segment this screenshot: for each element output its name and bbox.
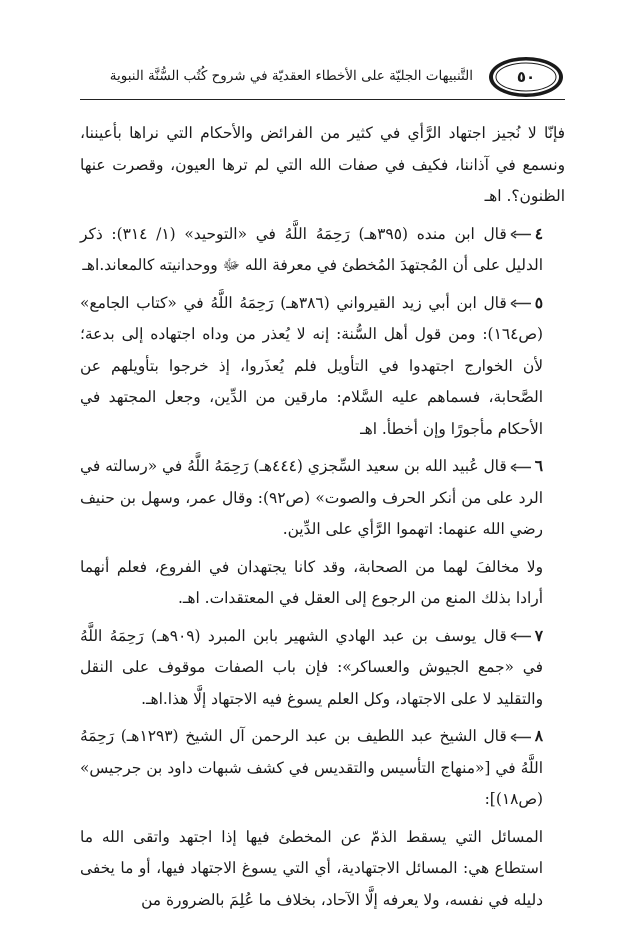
numbered-paragraph: ٦قال عُبيد الله بن سعيد السِّجزي (٤٤٤هـ) رَحِمَهُ اللَّهُ في «رسالته في الرد على من أنكر الحرف والصوت» (ص٩٢): وقال عمر، وسهل بن حنيف رضي الله عنهما: اتهموا الرَّأي على الدِّين. [80, 457, 543, 538]
paragraph: المسائل التي يسقط الذمّ عن المخطئ فيها إذا اجتهد واتقى الله ما استطاع هي: المسائل الاجتهادية، أي التي يسوغ الاجتهاد فيها، أو ما يخفى دليله في نفسه، ولا يعرفه إلَّا الآحاد، بخلاف ما عُلِمَ بالضرورة من [80, 827, 543, 909]
item-number: ٦ [534, 457, 543, 475]
arrow-ornament-icon [510, 463, 532, 472]
numbered-paragraph: ٤قال ابن منده (٣٩٥هـ) رَحِمَهُ اللَّهُ في «التوحيد» (١/ ٣١٤): ذكر الدليل على أن المُجتهدَ المُخطئ في معرفة الله ﷻ ووحدانيته كالمعاند.اهـ [80, 224, 543, 274]
numbered-paragraph: ٨قال الشيخ عبد اللطيف بن عبد الرحمن آل الشيخ (١٢٩٣هـ) رَحِمَهُ اللَّهُ في [«منهاج التأسيس والتقديس في كشف شبهات داود بن جرجيس» (ص١٨)]: [80, 727, 543, 808]
main-text [80, 118, 565, 916]
header-rule [80, 99, 565, 100]
running-title: التَّنبيهات الجليّة على الأخطاء العقديّة في شروح كُتُب السُّنَّة النبوية [109, 68, 473, 84]
arrow-ornament-icon [510, 733, 532, 742]
page-header [80, 55, 565, 103]
item-number: ٨ [534, 727, 543, 745]
item-number: ٤ [534, 224, 543, 243]
page-number: ٥٠ [516, 68, 536, 86]
item-number: ٧ [534, 626, 543, 645]
arrow-ornament-icon [510, 230, 532, 239]
page-number-badge [487, 55, 565, 99]
arrow-ornament-icon [510, 299, 532, 308]
arrow-ornament-icon [510, 632, 532, 641]
paragraph: ولا مخالفَ لهما من الصحابة، وقد كانا يجتهدان في الفروع، فعلم أنهما أرادا بذلك المنع من الرجوع إلى العقل في المعتقدات. اهـ. [80, 557, 543, 607]
item-number: ٥ [534, 293, 543, 312]
numbered-paragraph: ٧قال يوسف بن عبد الهادي الشهير بابن المبرد (٩٠٩هـ) رَحِمَهُ اللَّهُ في «جمع الجيوش والعساكر»: فإن باب الصفات موقوف على النقل والتقليد لا على الاجتهاد، وكل العلم يسوغ فيه الاجتهاد إلَّا هذا.اهـ. [80, 626, 543, 708]
paragraph: فإنّا لا نُجيز اجتهاد الرَّأي في كثير من الفرائض والأحكام التي نراها بأعيننا، ونسمع في آذاننا، فكيف في صفات الله التي لم ترها العيون، وقصرت عنها الظنون؟. اهـ [80, 124, 565, 205]
numbered-paragraph: ٥قال ابن أبي زيد القيرواني (٣٨٦هـ) رَحِمَهُ اللَّهُ في «كتاب الجامع» (ص١٦٤): ومن قول أهل السُّنة: إنه لا يُعذر من وداه اجتهاده إلى بدعة؛ لأن الخوارج اجتهدوا في التأويل فلم يُعذَروا، إذ خرجوا بتأويلهم عن الصَّحابة، فسماهم عليه السَّلام: مارقين من الدِّين، وجعل المجتهد في الأحكام مأجورًا وإن أخطأ. اهـ [80, 293, 543, 438]
